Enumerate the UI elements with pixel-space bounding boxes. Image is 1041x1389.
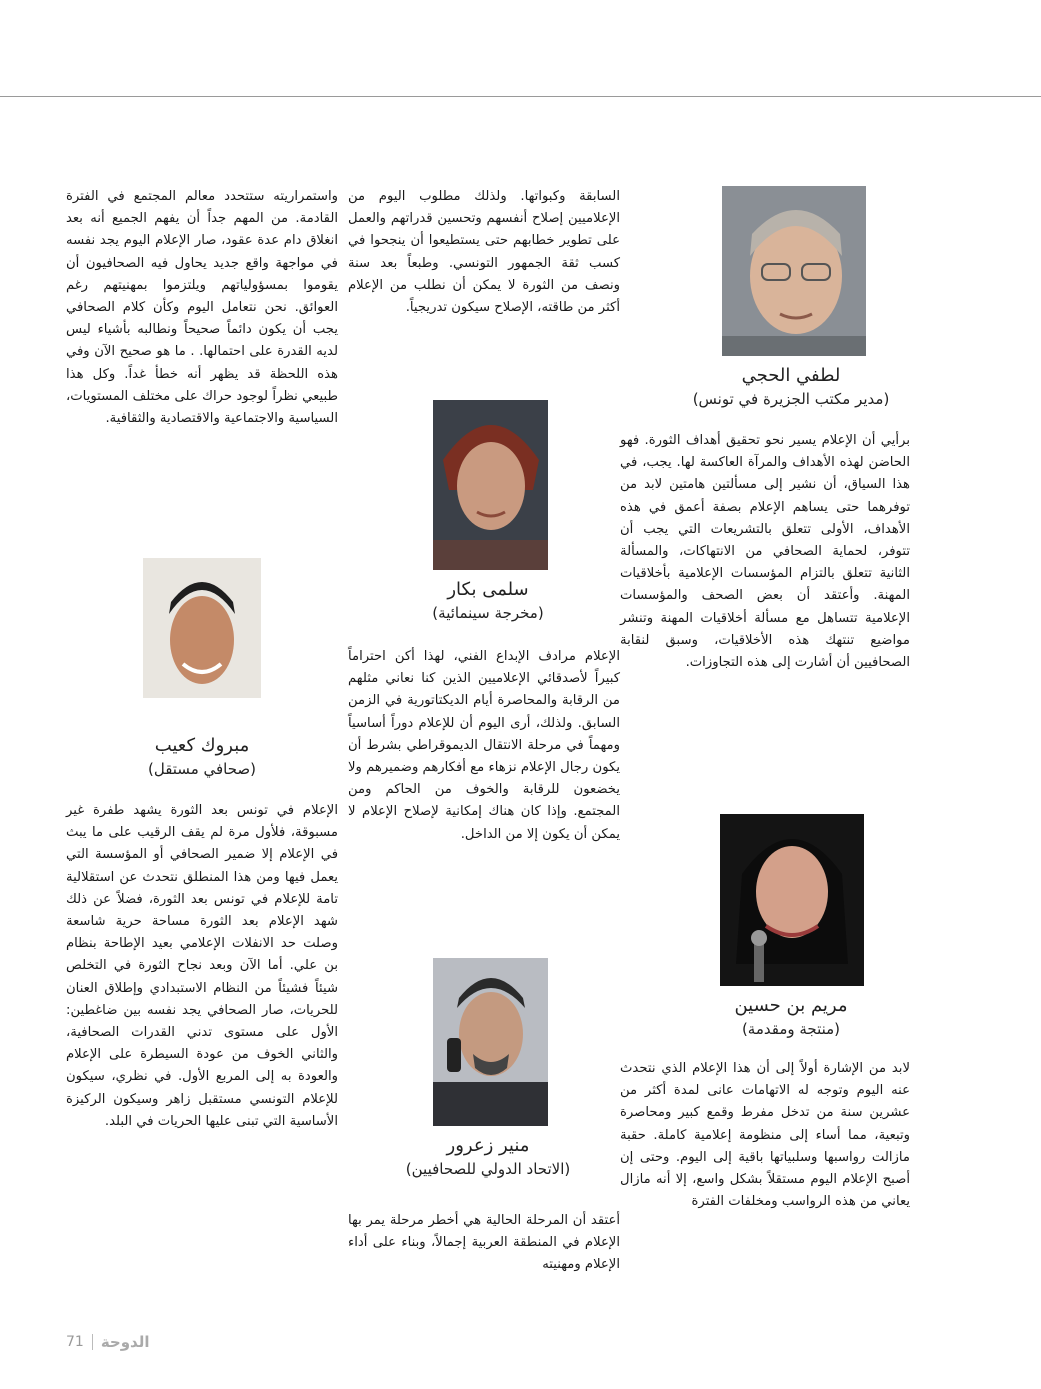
caption-lotfi <box>620 364 962 410</box>
page-footer <box>66 1333 150 1351</box>
footer-separator <box>92 1334 93 1350</box>
person-name: منير زعرور <box>446 1135 530 1156</box>
column-left-text-a <box>66 186 338 430</box>
magazine-logo: الدوحة <box>100 1333 150 1351</box>
portrait-mounir-zaarour <box>433 958 548 1126</box>
column-middle-text-b <box>348 646 620 846</box>
portrait-lotfi-image <box>722 186 866 356</box>
column-right-text-a <box>620 430 910 674</box>
portrait-mariem-image <box>720 814 864 986</box>
quote-lotfi: برأيي أن الإعلام يسير نحو تحقيق أهداف الثورة. فهو الحاضن لهذه الأهداف والمرآة العاكسة لها. يجب، في هذا السياق، أن نشير إلى مسألتين هامتين لابد من توفرهما حتى يساهم الإعلام بصفة أعمق في هذه الأهداف، الأولى تتعلق بالتشريعات التي يجب أن تتوفر، لحماية الصحافي من الانتهاكات، والمسألة الثانية تتعلق بالتزام المؤسسات الإعلامية بأخلاقيات المهنة. وأعتقد أن بعض الصحف والمؤسسات الإعلامية تتساهل مع مسألة أخلاقيات المهنة وتنشر مواضيع تنتهك هذه الأخلاقيات، وسبق لنقابة الصحافيين أن أشارت إلى هذه التجاوزات. <box>620 433 910 671</box>
caption-mabrouk <box>66 734 338 780</box>
quote-continuation: السابقة وكبواتها. ولذلك مطلوب اليوم من الإعلاميين إصلاح أنفسهم وتحسين قدراتهم والعمل على تطوير خطابهم حتى يستطيعوا أن ينجحوا في كسب ثقة الجمهور التونسي. وطبعاً بعد سنة ونصف من الثورة لا يمكن أن نطلب من الإعلام أكثر من طاقته، الإصلاح سيكون تدريجياً. <box>348 189 620 316</box>
quote-mariem: لابد من الإشارة أولاً إلى أن هذا الإعلام الذي نتحدث عنه اليوم وتوجه له الاتهامات عانى لمدة أكثر من عشرين سنة من تدخل مفرط وقمع كبير ومحاصرة وتبعية، مما أساء إلى منظومة إعلامية كاملة. حقبة مازالت رواسبها وسلبياتها باقية إلى اليوم. وحتى إن أصبح الإعلام اليوم مستقلاً بشكل واسع، إلا أنه مازال يعاني من هذه الرواسب ومخلفات الفترة <box>620 1061 910 1210</box>
person-role: (مخرجة سينمائية) <box>432 604 544 622</box>
person-role: (الاتحاد الدولي للصحافيين) <box>405 1160 571 1178</box>
header-rule <box>0 96 1041 97</box>
quote-salma: الإعلام مرادف الإبداع الفني، لهذا أكن احتراماً كبيراً لأصدقائي الإعلاميين الذين كنا نعاني مثلهم من الرقابة والمحاصرة أيام الديكتاتورية في الزمن السابق. ولذلك، أرى اليوم أن للإعلام دوراً أساسياً ومهماً في مرحلة الانتقال الديموقراطي بشرط أن يكون رجال الإعلام نزهاء مع أفكارهم وضميرهم ولا يخضعون للرقابة والخوف من الحاكم ومن المجتمع. وإذا كان هناك إمكانية لإصلاح الإعلام لا يمكن أن يكون إلا من الداخل. <box>348 649 620 842</box>
column-middle-text-c <box>348 1210 620 1277</box>
person-role: (مدير مكتب الجزيرة في تونس) <box>692 390 890 408</box>
caption-mounir <box>348 1134 628 1180</box>
person-role: (منتجة ومقدمة) <box>741 1020 841 1038</box>
portrait-mariem <box>720 814 864 986</box>
page-number: 71 <box>66 1334 84 1350</box>
portrait-salma-image <box>433 400 548 570</box>
person-name: مريم بن حسين <box>734 995 848 1016</box>
column-left-text-b <box>66 800 338 1133</box>
quote-mounir: أعتقد أن المرحلة الحالية هي أخطر مرحلة يمر بها الإعلام في المنطقة العربية إجمالاً، وبناء على أداء الإعلام ومهنيته <box>348 1213 620 1273</box>
person-name: لطفي الحجي <box>741 365 841 386</box>
quote-mabrouk: الإعلام في تونس بعد الثورة يشهد طفرة غير مسبوقة، فلأول مرة لم يقف الرقيب على ما يبث في الإعلام إلا ضمير الصحافي أو المؤسسة التي يعمل فيها ومن هذا المنطلق نتحدث عن استقلالية تامة للإعلام في تونس بعد الثورة، فضلاً عن ذلك شهد الإعلام بعد الثورة مساحة حرية شاسعة وصلت حد الانفلات الإعلامي بعيد الإطاحة بنظام بن علي. أما الآن وبعد نجاح الثورة في التخلص شيئاً فشيئاً من النظام الاستبدادي وإطلاق العنان للحريات، صار الصحافي يجد نفسه بين ضاغطين: الأول على مستوى تدني القدرات الصحافية، والثاني الخوف من عودة السيطرة على الإعلام والعودة به إلى المربع الأول. في نظري، سيكون للإعلام التونسي مستقبل زاهر وسيكون الركيزة الأساسية التي تبنى عليها الحريات في البلد. <box>66 803 338 1129</box>
column-middle-text-a <box>348 186 620 319</box>
portrait-mounir-image <box>433 958 548 1126</box>
portrait-salma-baccar <box>433 400 548 570</box>
person-name: مبروك كعيب <box>154 735 250 756</box>
portrait-lotfi-hajji <box>722 186 866 356</box>
person-name: سلمى بكار <box>447 579 529 600</box>
column-right-text-b <box>620 1058 910 1213</box>
portrait-mabrouk-image <box>143 558 261 726</box>
quote-mounir-continued: واستمراريته ستتحدد معالم المجتمع في الفترة القادمة. من المهم جداً أن يفهم الجميع أنه بعد انغلاق دام عدة عقود، صار الإعلام اليوم يجد نفسه في مواجهة واقع جديد يحاول فيه الصحافيون أن يقوموا بمسؤولياتهم ويلتزموا بمهنيتهم رغم العوائق. نحن نتعامل اليوم وكأن كلام الصحافي يجب أن يكون دائماً صحيحاً ونطالبه بأشياء ليس لديه القدرة على احتمالها. . ما هو صحيح الآن وفي هذه اللحظة قد يظهر أنه خطأ غداً. وكل هذا طبيعي نظراً لوجود حراك على مختلف المستويات، السياسية والاجتماعية والاقتصادية والثقافية. <box>66 189 338 427</box>
caption-mariem <box>620 994 962 1040</box>
person-role: (صحافي مستقل) <box>147 760 257 778</box>
caption-salma <box>348 578 628 624</box>
portrait-mabrouk-kaab <box>143 558 261 726</box>
